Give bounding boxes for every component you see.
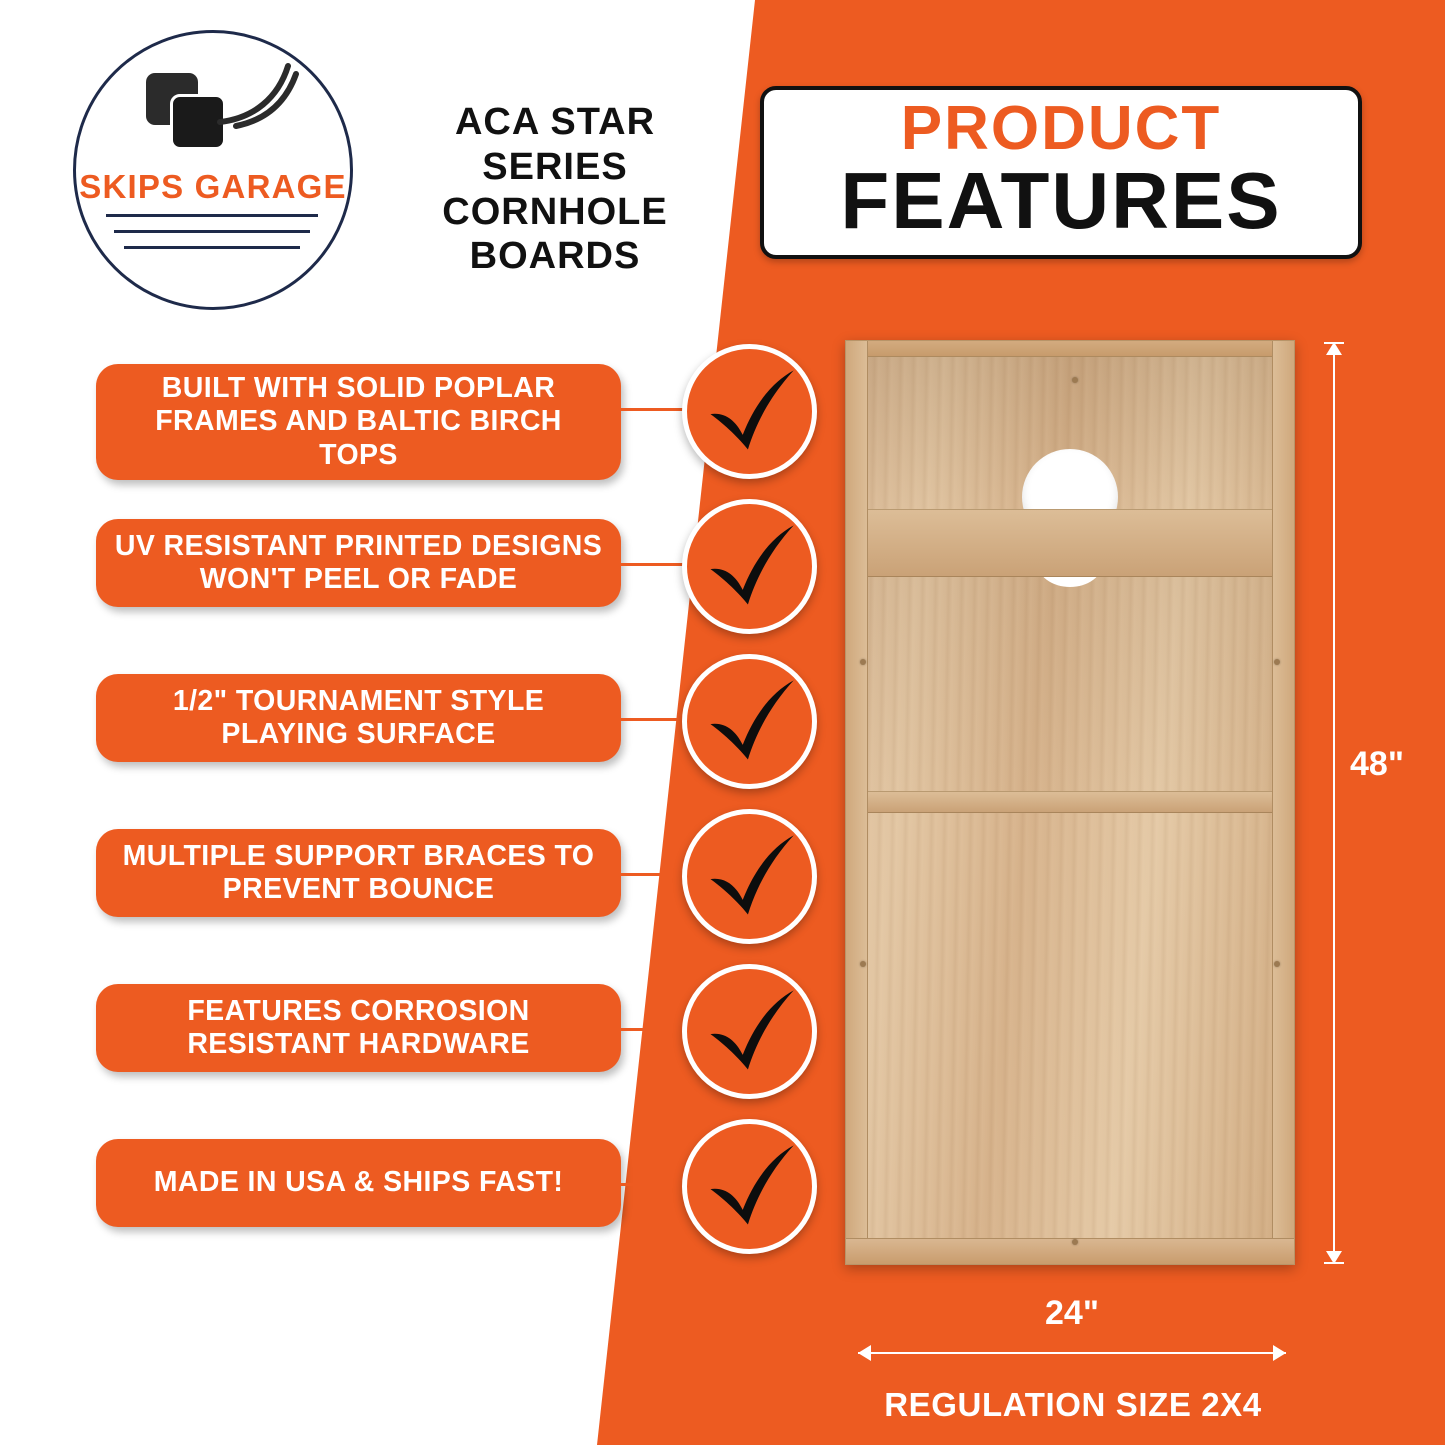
checkmark-icon — [698, 825, 802, 929]
feature-item — [60, 817, 820, 972]
feature-label: MULTIPLE SUPPORT BRACES TO PREVENT BOUNCE — [96, 829, 621, 917]
header-line-2: FEATURES — [840, 156, 1282, 246]
feature-item — [60, 972, 820, 1127]
arrow-down-icon — [1326, 1251, 1342, 1264]
logo-wordmark: SKIPS GARAGE — [79, 168, 347, 205]
header-badge — [760, 86, 1362, 259]
logo-rule-1 — [106, 214, 318, 217]
feature-item — [60, 662, 820, 817]
feature-item — [60, 352, 820, 507]
screw-icon — [1274, 961, 1280, 967]
screw-icon — [1274, 659, 1280, 665]
arrow-right-icon — [1273, 1345, 1286, 1361]
check-badge — [682, 1119, 817, 1254]
regulation-size-label: REGULATION SIZE 2X4 — [884, 1386, 1262, 1423]
screw-icon — [860, 659, 866, 665]
check-badge — [682, 964, 817, 1099]
header-line-1: PRODUCT — [900, 94, 1222, 163]
board-middle-recess — [868, 577, 1272, 791]
height-dimension-label: 48" — [1350, 745, 1404, 783]
feature-label: 1/2" TOURNAMENT STYLE PLAYING SURFACE — [96, 674, 621, 762]
width-dimension-label: 24" — [1045, 1294, 1099, 1332]
height-dimension-line — [1333, 342, 1335, 1264]
feature-list — [60, 352, 820, 1282]
screw-icon — [860, 961, 866, 967]
support-brace-upper — [868, 509, 1272, 577]
checkmark-icon — [698, 515, 802, 619]
feature-label: UV RESISTANT PRINTED DESIGNS WON'T PEEL OR FADE — [96, 519, 621, 607]
feature-label: BUILT WITH SOLID POPLAR FRAMES AND BALTIC BIRCH TOPS — [96, 364, 621, 480]
product-title: ACA STAR SERIES CORNHOLE BOARDS — [442, 101, 668, 278]
board-rail-left — [846, 341, 868, 1264]
check-badge — [682, 654, 817, 789]
checkmark-icon — [698, 360, 802, 464]
feature-item — [60, 1127, 820, 1282]
arrow-up-icon — [1326, 342, 1342, 355]
screw-icon — [1072, 1239, 1078, 1245]
checkmark-icon — [698, 1135, 802, 1239]
width-dimension-line — [858, 1352, 1286, 1354]
board-frame — [845, 340, 1295, 1265]
board-rail-top — [846, 341, 1294, 357]
check-badge — [682, 344, 817, 479]
checkmark-icon — [698, 980, 802, 1084]
brand-logo — [28, 18, 368, 318]
feature-item — [60, 507, 820, 662]
motion-lines-icon — [214, 60, 304, 130]
board-rail-right — [1272, 341, 1294, 1264]
feature-label: MADE IN USA & SHIPS FAST! — [96, 1139, 621, 1227]
board-rail-bottom — [846, 1238, 1294, 1264]
check-badge — [682, 809, 817, 944]
check-badge — [682, 499, 817, 634]
logo-rule-2 — [114, 230, 310, 233]
feature-label: FEATURES CORROSION RESISTANT HARDWARE — [96, 984, 621, 1072]
cornhole-board-image — [845, 340, 1295, 1265]
arrow-left-icon — [858, 1345, 871, 1361]
support-brace-lower — [868, 791, 1272, 813]
checkmark-icon — [698, 670, 802, 774]
logo-rule-3 — [124, 246, 300, 249]
screw-icon — [1072, 377, 1078, 383]
